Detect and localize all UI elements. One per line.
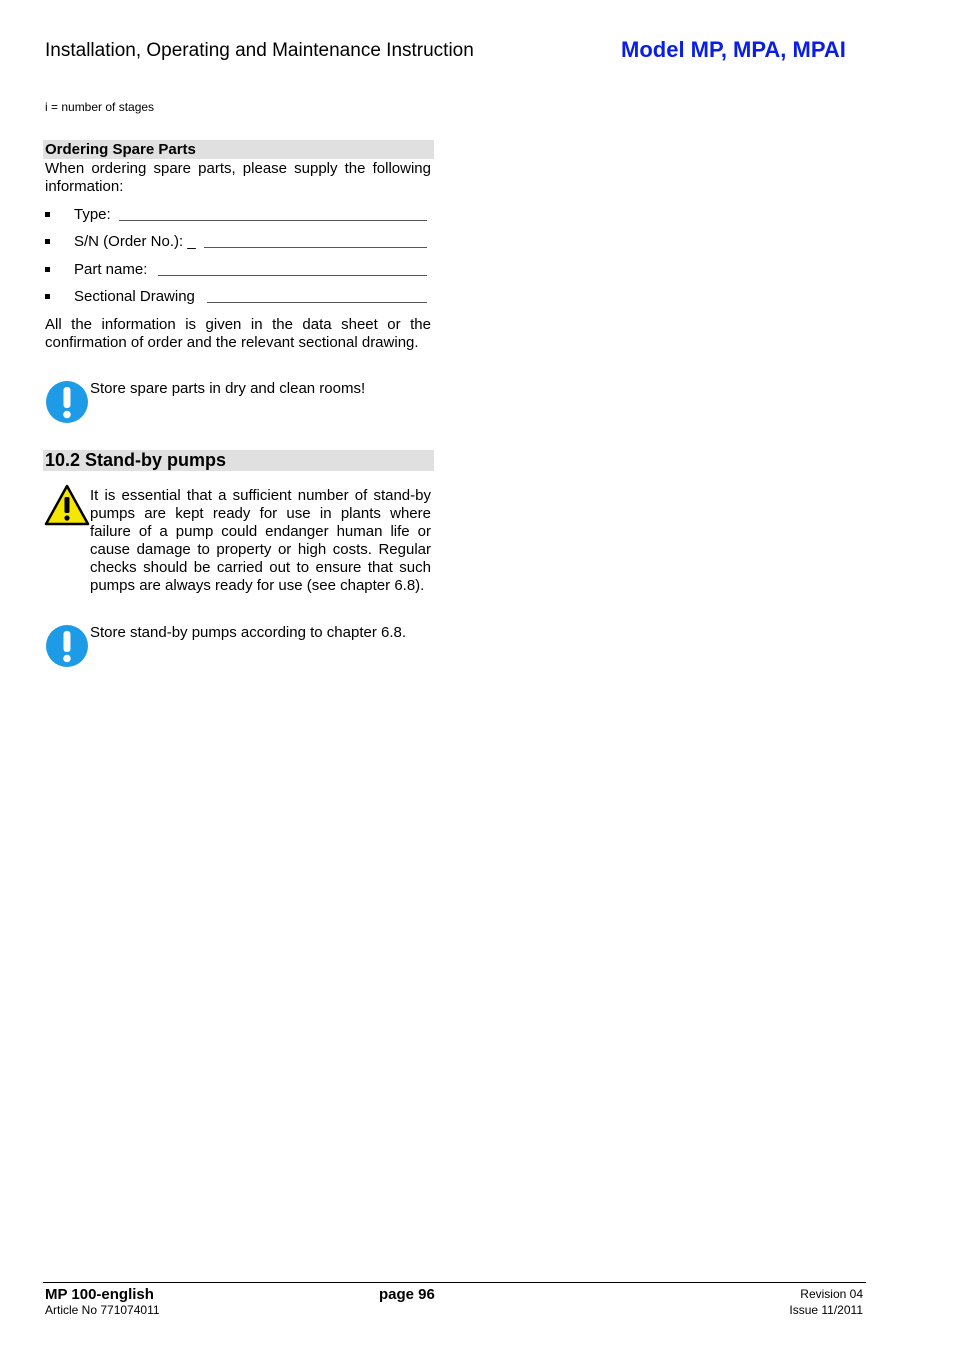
- store-spare-parts-notice: Store spare parts in dry and clean rooms!: [90, 380, 366, 397]
- list-item-label: Sectional Drawing: [74, 288, 195, 305]
- footer-divider: [43, 1282, 866, 1283]
- list-item-label: Part name:: [74, 261, 148, 278]
- fill-in-line: [119, 220, 427, 221]
- header-title: Installation, Operating and Maintenance Instruction: [45, 40, 474, 61]
- footer-issue: Issue 11/2011: [789, 1303, 863, 1317]
- store-standby-notice: Store stand-by pumps according to chapter 6.8.: [90, 624, 407, 641]
- footer-article: Article No 771074011: [45, 1303, 160, 1317]
- list-item-label: Type:: [74, 206, 111, 223]
- bullet-marker: [45, 239, 50, 244]
- info-exclamation-icon: [45, 380, 89, 424]
- ordering-heading: Ordering Spare Parts: [43, 140, 434, 159]
- bullet-marker: [45, 294, 50, 299]
- ordering-intro: When ordering spare parts, please supply the following information:: [45, 160, 431, 195]
- stages-note: i = number of stages: [45, 100, 155, 114]
- fill-in-line: [207, 302, 427, 303]
- footer-page-number: page 96: [379, 1286, 435, 1303]
- warning-triangle-icon: [44, 484, 90, 526]
- ordering-info: All the information is given in the data sheet or the confirmation of order and the relevant sectional drawing.: [45, 316, 431, 351]
- list-item-label: S/N (Order No.): _: [74, 233, 196, 250]
- info-exclamation-icon: [45, 624, 89, 668]
- model-title: Model MP, MPA, MPAI: [621, 37, 846, 62]
- bullet-marker: [45, 267, 50, 272]
- bullet-marker: [45, 212, 50, 217]
- standby-heading: 10.2 Stand-by pumps: [43, 450, 434, 471]
- fill-in-line: [158, 275, 427, 276]
- fill-in-line: [204, 247, 427, 248]
- footer-doc: MP 100-english: [45, 1286, 154, 1303]
- footer-revision: Revision 04: [800, 1287, 863, 1301]
- standby-warning-text: It is essential that a sufficient number of stand-by pumps are kept ready for use in plants where failure of a pump could endanger human life or cause damage to property or high costs. Regular checks should be carried out to ensure that such pumps are always ready for use (see chapter 6.8).: [90, 487, 431, 594]
